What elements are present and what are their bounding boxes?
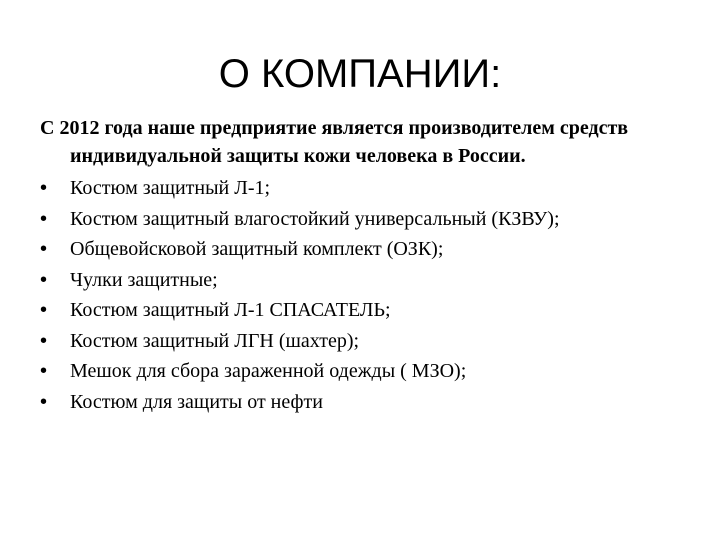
intro-text: С 2012 года наше предприятие является производителем средств индивидуальной защиты кожи человека в России. — [40, 117, 629, 167]
bullet-icon: • — [40, 390, 48, 413]
list-item — [40, 204, 690, 235]
list-item — [40, 326, 690, 357]
product-list — [40, 173, 690, 417]
bullet-icon: • — [40, 207, 48, 230]
slide-title: О КОМПАНИИ: — [218, 52, 502, 96]
list-item-text: Костюм защитный Л-1; — [70, 177, 271, 199]
list-item-text: Костюм защитный влагостойкий универсальный (КЗВУ); — [70, 207, 560, 230]
list-item-text: Костюм защитный Л-1 СПАСАТЕЛЬ; — [70, 299, 391, 321]
bullet-icon: • — [40, 329, 48, 352]
list-item — [40, 173, 690, 204]
bullet-icon: • — [40, 238, 48, 260]
list-item-text: Чулки защитные; — [70, 268, 218, 291]
list-item-text: Мешок для сбора зараженной одежды ( МЗО); — [70, 360, 467, 382]
list-item-text: Костюм защитный ЛГН (шахтер); — [70, 329, 360, 352]
list-item — [40, 295, 690, 326]
list-item — [40, 234, 690, 265]
list-item-text: Общевойсковой защитный комплект (ОЗК); — [70, 238, 444, 260]
bullet-icon: • — [40, 299, 48, 321]
list-item — [40, 265, 690, 296]
bullet-icon: • — [40, 177, 48, 199]
list-item — [40, 387, 690, 418]
list-item-text: Костюм для защиты от нефти — [70, 390, 323, 413]
list-item — [40, 356, 690, 387]
bullet-icon: • — [40, 360, 48, 382]
slide-body — [40, 114, 690, 417]
bullet-icon: • — [40, 268, 48, 291]
